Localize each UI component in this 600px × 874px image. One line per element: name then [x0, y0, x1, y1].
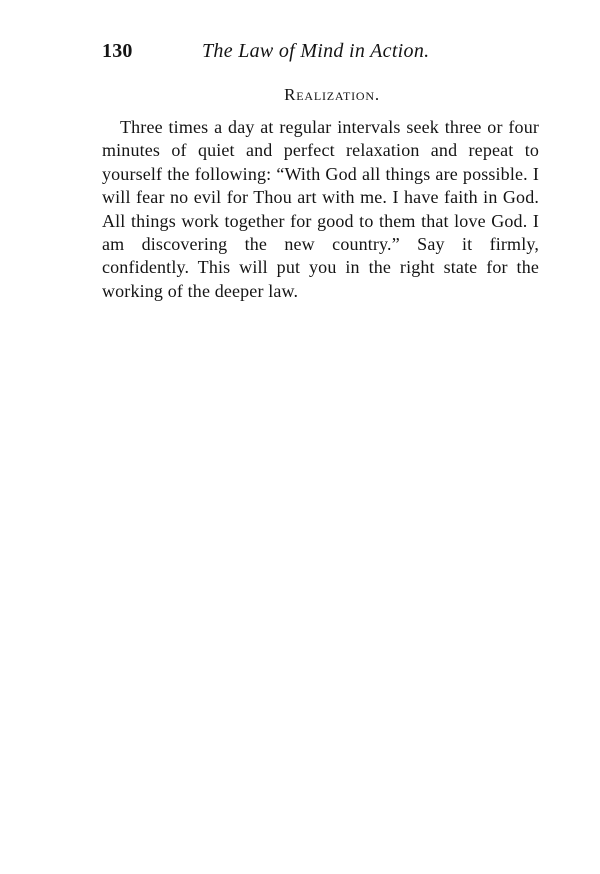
book-title: The Law of Mind in Action. — [202, 40, 430, 62]
body-paragraph: Three times a day at regular intervals seek three or four minutes of quiet and perfect relaxation and repeat to yourself the following: “With God all things are possible. I will fear no evil for Thou art with me. I have faith in God. All things work together for good to them that love God. I am discovering the new country.” Say it firmly, confidently. This will put you in the right state for the working of the deeper law. — [102, 117, 539, 301]
section-heading: Realization. — [284, 85, 380, 104]
running-header — [102, 40, 542, 70]
page-number: 130 — [102, 40, 133, 62]
